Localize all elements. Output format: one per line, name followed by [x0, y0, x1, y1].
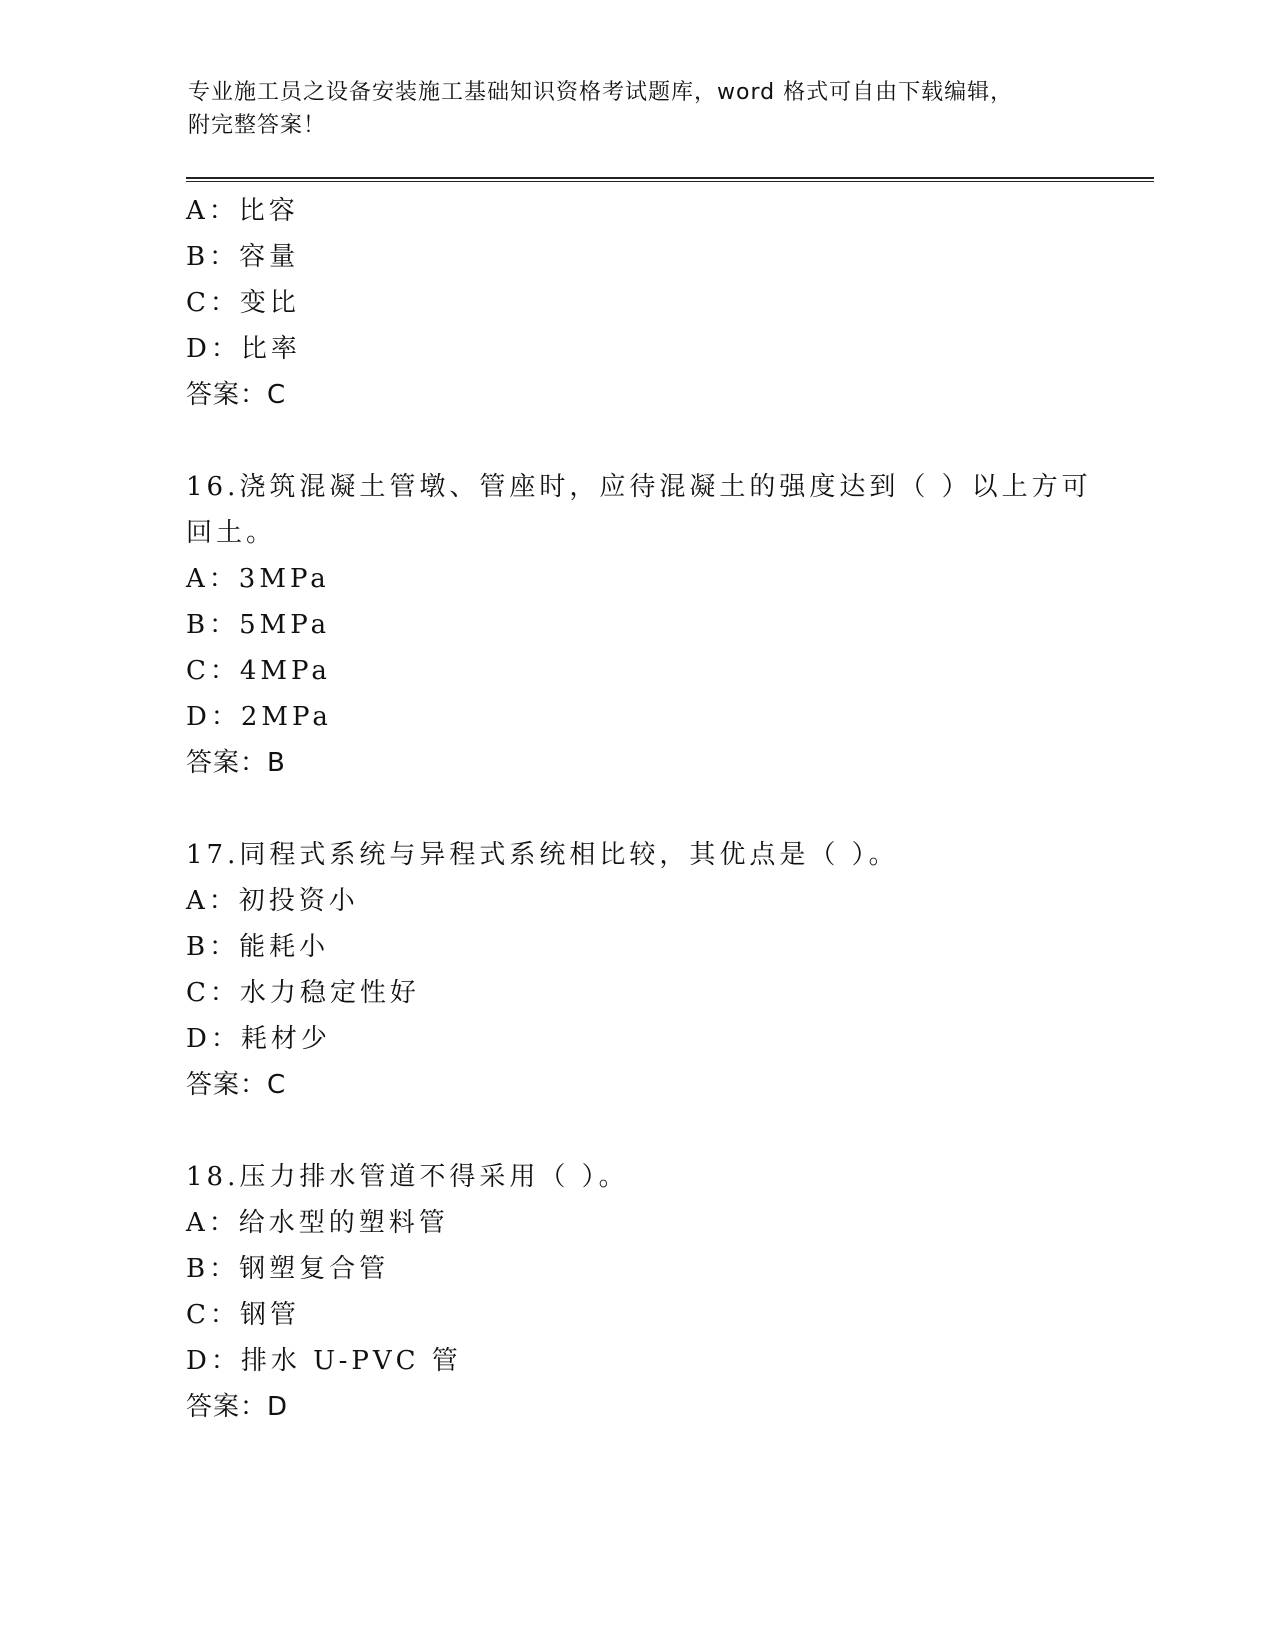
- option-c: C：4MPa: [186, 656, 331, 686]
- option-a: A：给水型的塑料管: [186, 1208, 449, 1238]
- option-a: A：比容: [186, 196, 299, 226]
- option-b: B：容量: [186, 242, 300, 272]
- option-a: A：3MPa: [186, 564, 330, 594]
- option-c: C：水力稳定性好: [186, 978, 420, 1008]
- partial-question: [186, 188, 1086, 418]
- answer-line: 答案：B: [186, 748, 286, 778]
- option-b: B：钢塑复合管: [186, 1254, 390, 1284]
- question-18: [186, 1154, 1086, 1430]
- header-rule-thick: [186, 177, 1154, 179]
- option-d: D：比率: [186, 334, 301, 364]
- option-a: A：初投资小: [186, 886, 359, 916]
- question-16: [186, 464, 1092, 786]
- answer-line: 答案：C: [186, 380, 287, 410]
- answer-line: 答案：D: [186, 1392, 289, 1422]
- header-rule-thin: [186, 181, 1154, 182]
- question-17: [186, 832, 1086, 1108]
- option-b: B：5MPa: [186, 610, 331, 640]
- header-line-1: 专业施工员之设备安装施工基础知识资格考试题库，word 格式可自由下载编辑，: [188, 80, 1014, 105]
- question-stem: 16.浇筑混凝土管墩、管座时，应待混凝土的强度达到（ ）以上方可: [186, 472, 1092, 502]
- option-d: D：耗材少: [186, 1024, 331, 1054]
- question-stem-continued: 回土。: [186, 518, 277, 548]
- option-c: C：钢管: [186, 1300, 300, 1330]
- option-b: B：能耗小: [186, 932, 330, 962]
- option-c: C：变比: [186, 288, 300, 318]
- question-stem: 17.同程式系统与异程式系统相比较，其优点是（ ）。: [186, 840, 899, 870]
- question-list: [186, 188, 1092, 1430]
- option-d: D：排水 U-PVC 管: [186, 1346, 462, 1376]
- option-d: D：2MPa: [186, 702, 332, 732]
- question-stem: 18.压力排水管道不得采用（ ）。: [186, 1162, 629, 1192]
- answer-line: 答案：C: [186, 1070, 287, 1100]
- header-line-2: 附完整答案！: [188, 113, 327, 138]
- document-header: [188, 76, 1068, 142]
